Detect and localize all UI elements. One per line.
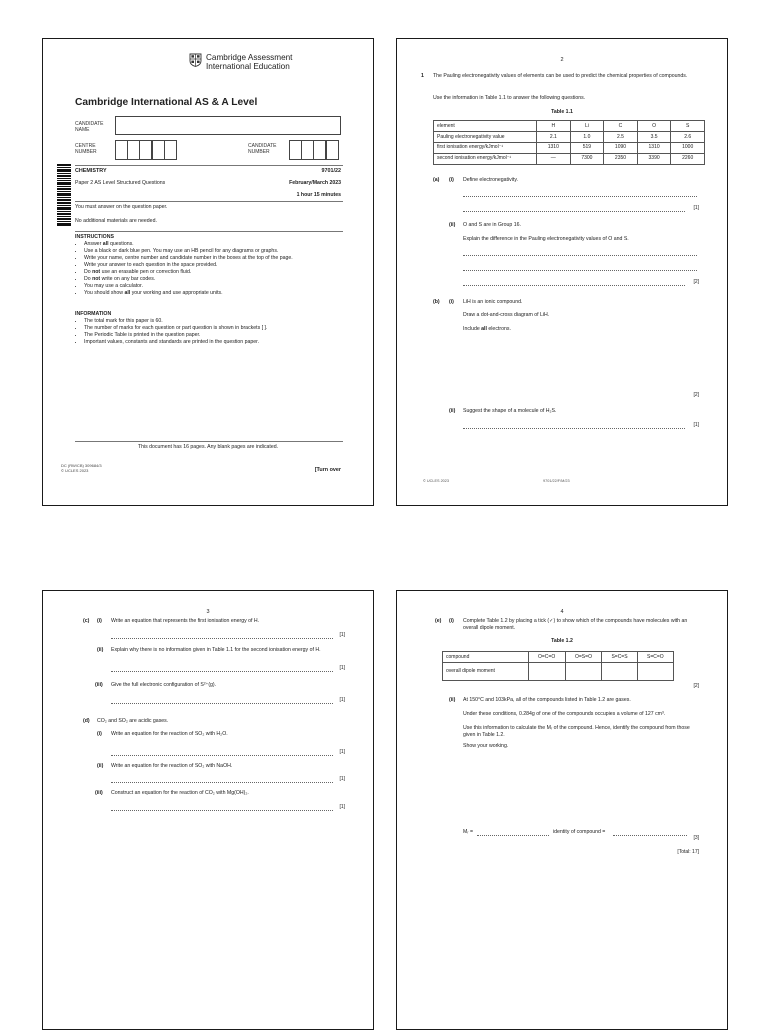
logo-line-2: International Education [206, 62, 290, 71]
dipole-table [442, 651, 674, 681]
divider [75, 441, 343, 442]
working-space[interactable] [463, 753, 703, 825]
question-total: [Total: 17] [677, 849, 699, 855]
cover-page [42, 38, 374, 506]
part-label: (c) [83, 618, 90, 624]
subpart-label: (ii) [97, 647, 104, 653]
question-instruction: Use the information in Table 1.1 to answer the following questions. [433, 95, 586, 101]
divider [75, 201, 343, 202]
answer-note: You must answer on the question paper. [75, 204, 168, 210]
marks: [2] [693, 279, 699, 285]
information-heading: INFORMATION [75, 311, 112, 317]
turn-over: [Turn over [314, 467, 341, 473]
subpart-label: (i) [97, 731, 102, 737]
question-page-4 [396, 590, 728, 1030]
candidate-number-field[interactable] [289, 140, 338, 160]
instructions-heading: INSTRUCTIONS [75, 234, 114, 240]
answer-line[interactable] [111, 782, 333, 783]
candidate-number-label: CANDIDATE NUMBER [248, 143, 277, 155]
answer-line[interactable] [463, 211, 685, 212]
question-page-3 [42, 590, 374, 1030]
marks: [1] [339, 749, 345, 755]
question-text: LiH is an ionic compound. [463, 299, 523, 305]
barcode [57, 164, 71, 229]
diagram-answer-space[interactable] [463, 336, 697, 388]
question-text: Define electronegativity. [463, 177, 518, 183]
table-cell: 3390 [637, 153, 671, 164]
qualification-title: Cambridge International AS & A Level [75, 97, 258, 108]
table-cell: S [671, 121, 705, 132]
question-text: Include all electrons. [463, 326, 511, 332]
footer-code: 9701/22/F/M/23 [543, 479, 570, 483]
table-cell: C [604, 121, 638, 132]
question-text: Complete Table 1.2 by placing a tick (✓) to show which of the compounds have molecules with an overall dipole moment. [463, 618, 688, 632]
table-cell: 1090 [604, 142, 638, 153]
page-number: 3 [206, 609, 210, 615]
logo-line-1: Cambridge Assessment [206, 53, 293, 62]
list-item: • Write your answer to each question in the space provided. [84, 262, 345, 269]
answer-line[interactable] [463, 255, 697, 256]
subpart-label: (ii) [449, 222, 456, 228]
subpart-label: (iii) [95, 682, 103, 688]
table-title: Table 1.2 [551, 638, 573, 644]
marks: [1] [339, 697, 345, 703]
table-cell: 2260 [671, 153, 705, 164]
mr-answer-line[interactable] [477, 835, 549, 836]
table-cell: compound [443, 652, 529, 663]
question-text: Construct an equation for the reaction of CO₂ with Mg(OH)₂. [111, 790, 249, 796]
table-cell: S=C=S [602, 652, 637, 663]
candidate-name-label: CANDIDATE NAME [75, 121, 104, 133]
page-number: 2 [560, 57, 564, 63]
table-cell: second ionisation energy/kJmol⁻¹ [434, 153, 537, 164]
question-text: Explain why there is no information given in Table 1.1 for the second ionisation energy of H. [111, 647, 321, 653]
tick-cell[interactable] [528, 662, 565, 680]
subpart-label: (ii) [449, 408, 456, 414]
list-item: • Do not use an erasable pen or correction fluid. [84, 269, 345, 276]
duration: 1 hour 15 minutes [296, 192, 341, 198]
list-item: • The number of marks for each question or part question is shown in brackets [ ]. [84, 325, 345, 332]
part-label: (e) [435, 618, 442, 624]
candidate-name-field[interactable] [115, 116, 341, 135]
centre-number-field[interactable] [115, 140, 176, 160]
question-number: 1 [421, 73, 424, 79]
table-cell: H [537, 121, 571, 132]
question-text: Give the full electronic configuration of S²⁺(g). [111, 682, 217, 688]
row-label: overall dipole moment [443, 662, 529, 680]
subpart-label: (iii) [95, 790, 103, 796]
page-number: 4 [560, 609, 564, 615]
marks: [3] [693, 835, 699, 841]
question-page-2 [396, 38, 728, 506]
question-text: Suggest the shape of a molecule of H₂S. [463, 408, 557, 414]
table-row [434, 142, 705, 153]
question-intro: The Pauling electronegativity values of elements can be used to predict the chemical properties of compounds. [433, 73, 688, 79]
subpart-label: (i) [449, 177, 454, 183]
table-cell: element [434, 121, 537, 132]
table-header-row [443, 652, 674, 663]
table-cell: 1000 [671, 142, 705, 153]
table-cell: 1310 [537, 142, 571, 153]
tick-cell[interactable] [602, 662, 637, 680]
subpart-label: (ii) [97, 763, 104, 769]
question-text: Write an equation for the reaction of SO₂ with NaOH. [111, 763, 233, 769]
marks: [1] [693, 422, 699, 428]
table-cell: first ionisation energy/kJmol⁻¹ [434, 142, 537, 153]
paper-code: 9701/22 [321, 168, 341, 174]
marks: [2] [693, 392, 699, 398]
instructions-list [75, 241, 345, 297]
marks: [1] [339, 804, 345, 810]
answer-line[interactable] [463, 196, 697, 197]
question-text: At 150°C and 103kPa, all of the compounds listed in Table 1.2 are gases. [463, 697, 631, 703]
cambridge-logo [189, 52, 339, 74]
list-item: • Answer all questions. [84, 241, 345, 248]
list-item: • Write your name, centre number and candidate number in the boxes at the top of the page. [84, 255, 345, 262]
table-cell: 1.0 [570, 131, 604, 142]
table-cell: 2.5 [604, 131, 638, 142]
document-reference: DC (RW/CB) 309684/3 © UCLES 2023 [61, 463, 102, 474]
table-header-row [434, 121, 705, 132]
identity-answer-line[interactable] [613, 835, 687, 836]
data-table [433, 120, 705, 165]
marks: [1] [339, 776, 345, 782]
table-cell: Li [570, 121, 604, 132]
table-title: Table 1.1 [551, 109, 573, 115]
part-label: (a) [433, 177, 440, 183]
table-row [434, 153, 705, 164]
table-cell: 2350 [604, 153, 638, 164]
list-item: • Use a black or dark blue pen. You may use an HB pencil for any diagrams or graphs. [84, 248, 345, 255]
marks: [1] [339, 665, 345, 671]
table-cell: 519 [570, 142, 604, 153]
table-cell: 3.5 [637, 131, 671, 142]
table-cell: O=S=O [565, 652, 602, 663]
marks: [1] [693, 205, 699, 211]
centre-number-label: CENTRE NUMBER [75, 143, 97, 155]
session: February/March 2023 [289, 180, 341, 186]
question-text: Write an equation that represents the first ionisation energy of H. [111, 618, 260, 624]
question-text: CO₂ and SO₂ are acidic gases. [97, 718, 169, 724]
part-label: (d) [83, 718, 90, 724]
table-cell: S=C=O [637, 652, 673, 663]
table-row [443, 662, 674, 680]
answer-line[interactable] [111, 671, 333, 672]
marks: [2] [693, 683, 699, 689]
answer-line[interactable] [463, 285, 685, 286]
answer-line[interactable] [111, 703, 333, 704]
answer-line[interactable] [463, 428, 685, 429]
list-item: • Do not write on any bar codes. [84, 276, 345, 283]
page-count-note: This document has 16 pages. Any blank pages are indicated. [137, 444, 279, 450]
table-cell: O [637, 121, 671, 132]
answer-line[interactable] [111, 810, 333, 811]
question-text: Explain the difference in the Pauling electronegativity values of O and S. [463, 236, 629, 242]
divider [75, 231, 343, 232]
list-item: • The total mark for this paper is 60. [84, 318, 345, 325]
information-section [75, 311, 345, 346]
question-text: Draw a dot-and-cross diagram of LiH. [463, 312, 550, 318]
divider [75, 165, 343, 166]
answer-line[interactable] [111, 755, 333, 756]
information-list [75, 318, 345, 346]
identity-label: identity of compound = [553, 829, 606, 835]
question-text: Use this information to calculate the Mᵣ of the compound. Hence, identify the compound from those given in Table 1.2. [463, 725, 690, 739]
table-cell: 7300 [570, 153, 604, 164]
subpart-label: (i) [449, 299, 454, 305]
table-cell: O=C=O [528, 652, 565, 663]
subpart-label: (i) [97, 618, 102, 624]
table-cell: Pauling electronegativity value [434, 131, 537, 142]
tick-cell[interactable] [565, 662, 602, 680]
question-text: Write an equation for the reaction of SO₂ with H₂O. [111, 731, 228, 737]
table-cell: 2.6 [671, 131, 705, 142]
list-item: • You may use a calculator. [84, 283, 345, 290]
subpart-label: (i) [449, 618, 454, 624]
footer-copyright: © UCLES 2023 [423, 479, 450, 483]
list-item: • You should show all your working and use appropriate units. [84, 290, 345, 297]
table-cell: 2.1 [537, 131, 571, 142]
tick-cell[interactable] [637, 662, 673, 680]
answer-line[interactable] [463, 270, 697, 271]
question-text: O and S are in Group 16. [463, 222, 521, 228]
table-row [434, 131, 705, 142]
list-item: • Important values, constants and standards are printed in the question paper. [84, 339, 345, 346]
answer-line[interactable] [111, 638, 333, 639]
subpart-label: (ii) [449, 697, 456, 703]
subject: CHEMISTRY [75, 168, 107, 174]
mr-label: Mᵣ = [463, 829, 474, 835]
marks: [1] [339, 632, 345, 638]
question-text: Under these conditions, 0.284g of one of the compounds occupies a volume of 127 cm³. [463, 711, 666, 717]
table-cell: — [537, 153, 571, 164]
paper-title: Paper 2 AS Level Structured Questions [75, 180, 166, 186]
table-cell: 1310 [637, 142, 671, 153]
instructions-section [75, 234, 345, 297]
list-item: • The Periodic Table is printed in the question paper. [84, 332, 345, 339]
question-text: Show your working. [463, 743, 509, 749]
materials-note: No additional materials are needed. [75, 218, 157, 224]
part-label: (b) [433, 299, 440, 305]
crest-icon [189, 53, 202, 67]
